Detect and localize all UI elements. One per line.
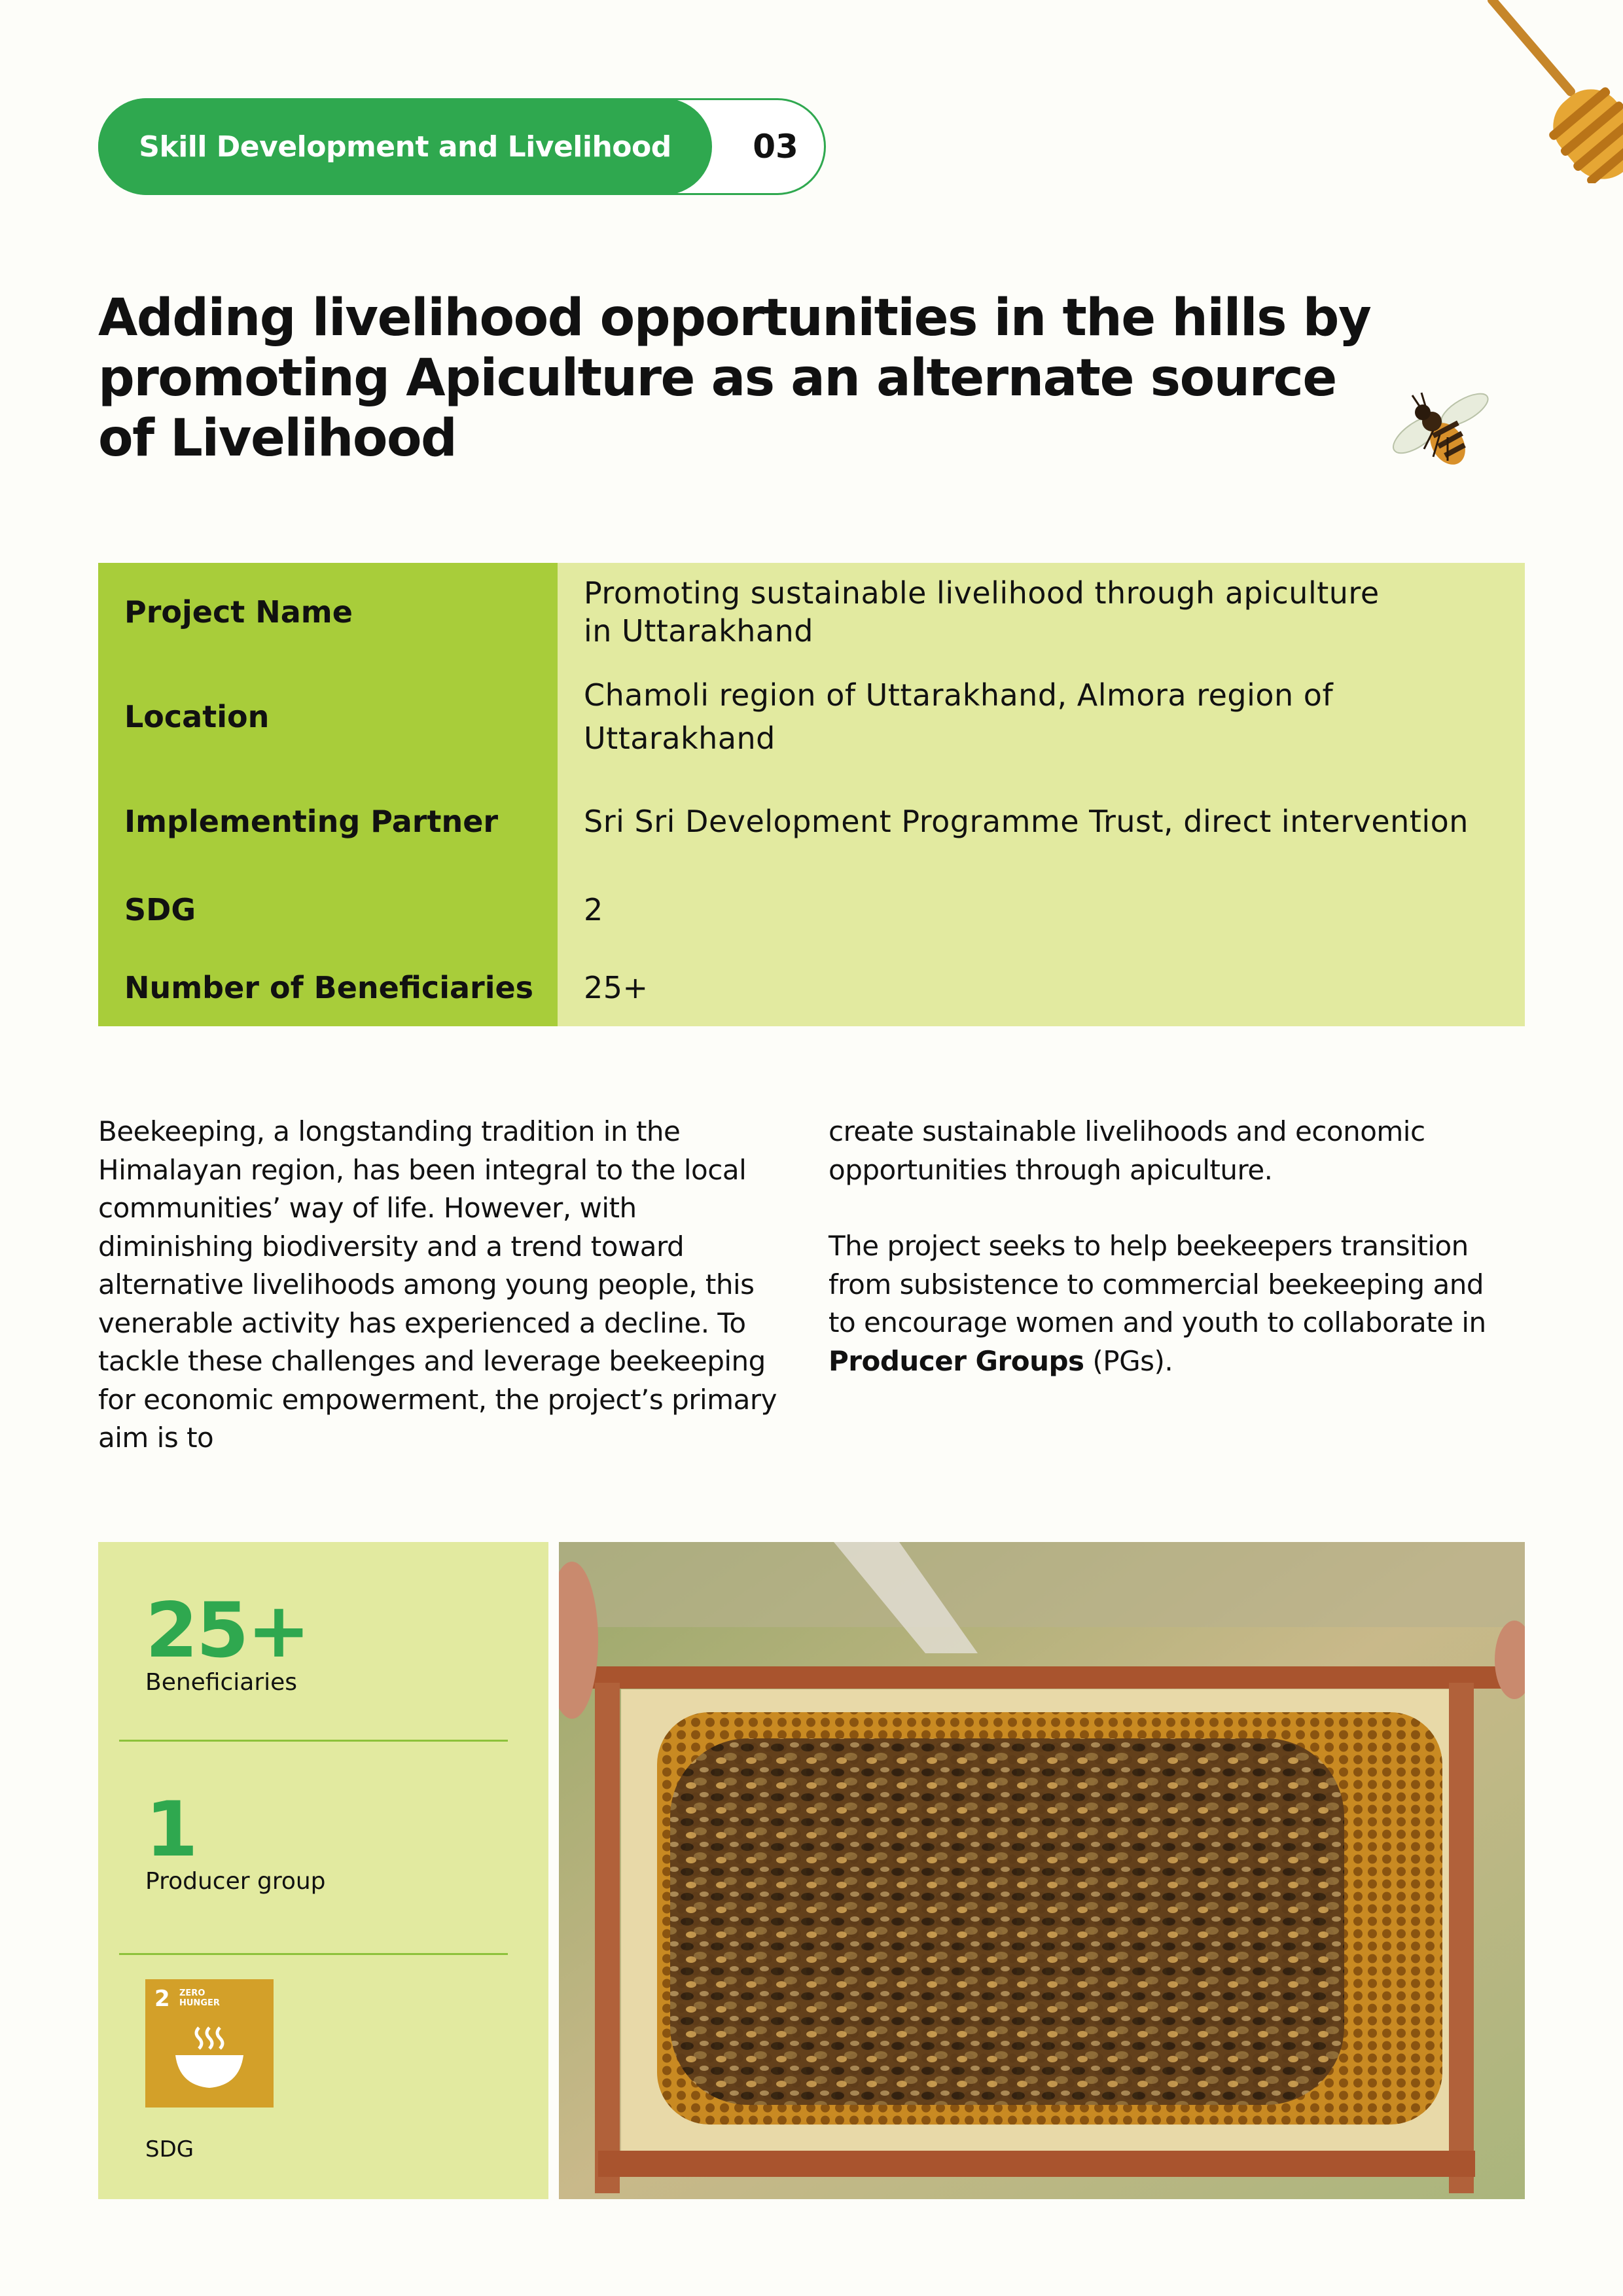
info-value: Chamoli region of Uttarakhand, Almora region of Uttarakhand <box>584 677 1334 756</box>
section-label-block <box>98 98 712 195</box>
beneficiaries-value: 25+ <box>145 1587 309 1675</box>
sdg-label: SDG <box>145 2136 194 2162</box>
stat-divider <box>119 1953 508 1955</box>
info-key: Location <box>124 699 270 734</box>
beneficiaries-label: Beneficiaries <box>145 1669 298 1696</box>
stats-panel <box>98 1542 548 2199</box>
beehive-frame-photo <box>559 1542 1525 2199</box>
info-key: SDG <box>124 892 196 927</box>
bee-icon <box>1387 384 1499 482</box>
sdg-tile-number: 2 <box>154 1986 170 2012</box>
body-column-left <box>98 1113 785 1496</box>
info-key: Project Name <box>124 594 353 630</box>
sdg-tile-text: ZERO HUNGER <box>179 1988 220 2008</box>
body-paragraph: Beekeeping, a longstanding tradition in the Himalayan region, has been integral to the local communities’ way of life. However, with diminishing biodiversity and a trend toward alternative livelihoods among young people, this venerable activity has experienced a decline. To tackle these challenges and leverage beekeeping for economic empowerment, the project’s primary aim is to <box>98 1115 777 1454</box>
info-value: Sri Sri Development Programme Trust, direct intervention <box>584 804 1469 839</box>
info-value: Promoting sustainable livelihood through apiculture in Uttarakhand <box>584 575 1380 649</box>
section-pill <box>98 98 826 195</box>
body-text: The project seeks to help beekeepers transition from subsistence to commercial beekeeping and to encourage women and youth to collaborate in <box>829 1230 1486 1338</box>
table-row <box>98 949 1525 1026</box>
section-number: 03 <box>753 128 798 166</box>
body-paragraph <box>829 1227 1509 1380</box>
producer-group-value: 1 <box>145 1785 196 1874</box>
stat-divider <box>119 1740 508 1742</box>
zero-hunger-bowl-icon <box>145 1979 274 2108</box>
sdg-2-tile <box>145 1979 274 2108</box>
table-row <box>98 563 1525 661</box>
body-text: (PGs). <box>1084 1344 1173 1377</box>
honey-dipper-icon <box>1472 0 1623 183</box>
info-key: Implementing Partner <box>124 804 499 839</box>
body-column-right <box>829 1113 1509 1418</box>
table-row <box>98 870 1525 949</box>
producer-group-label: Producer group <box>145 1868 326 1895</box>
page-title: Adding livelihood opportunities in the hills by promoting Apiculture as an alternate source of Livelihood <box>98 289 1371 468</box>
project-info-table <box>98 563 1525 1026</box>
info-value: 25+ <box>584 970 649 1005</box>
table-row <box>98 772 1525 870</box>
section-label: Skill Development and Livelihood <box>139 130 671 164</box>
producer-groups-term: Producer Groups <box>829 1344 1084 1377</box>
info-key: Number of Beneficiaries <box>124 970 534 1005</box>
body-paragraph: create sustainable livelihoods and economic opportunities through apiculture. <box>829 1115 1425 1186</box>
info-value: 2 <box>584 892 603 927</box>
table-row <box>98 661 1525 772</box>
